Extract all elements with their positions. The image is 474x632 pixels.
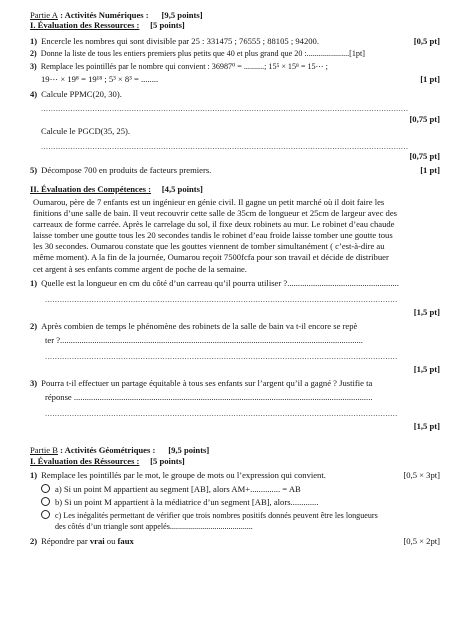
question-2 — [30, 49, 440, 59]
section-2-heading — [30, 184, 440, 194]
question-1-points: [0,5 pt] — [413, 35, 440, 46]
competence-question-2-text-2: ter ?............................................................................................................................................. — [45, 334, 363, 345]
competence-question-3-number: 3) — [30, 378, 38, 389]
competence-question-3-answer-line[interactable]: ................................................................................................................................................ — [45, 408, 398, 419]
section-2-points: [4,5 points] — [161, 184, 203, 195]
competence-question-1-text: Quelle est la longueur en cm du côté d’un carreau qu’il pourra utiliser ?.................................................... — [41, 277, 399, 288]
competence-question-1 — [30, 278, 440, 288]
story-line: carreaux de forme carrée. Après le carrelage du sol, il fixe deux robinets au mur. Le robinet d’eau chaude — [33, 218, 395, 229]
competence-question-3-text: Pourra t-il effectuer un partage équitable à tous ses enfants sur l’argent qu’il a gagné ? Justifie ta — [41, 378, 373, 389]
geometry-question-2-number: 2) — [30, 536, 38, 547]
geometry-question-2-vrai: vrai — [89, 536, 105, 547]
competence-question-2-points: [1,5 pt] — [413, 363, 440, 374]
competence-question-2-number: 2) — [30, 321, 38, 332]
geometry-question-2-text-a: Répondre par — [41, 536, 90, 547]
geometry-item-c — [30, 510, 440, 521]
story-line: cet argent à ses enfants comme argent de poche de la semaine. — [33, 263, 247, 274]
part-a-label: Partie A — [30, 10, 58, 20]
question-2-number: 2) — [30, 49, 37, 59]
geometry-question-2-text-b: ou — [104, 536, 118, 547]
competence-question-3 — [30, 378, 440, 388]
geometry-item-a — [30, 484, 440, 494]
item-b-bullet-icon — [41, 497, 50, 506]
question-3-line-2 — [30, 74, 440, 84]
question-4-text-2: Calcule le PGCD(35, 25). — [41, 126, 131, 137]
question-1 — [30, 36, 440, 46]
part-b-points: [9,5 points] — [168, 445, 210, 456]
geometry-question-2 — [30, 536, 440, 546]
question-5 — [30, 165, 440, 175]
competence-question-1-points: [1,5 pt] — [413, 306, 440, 317]
part-b-label: Partie B — [30, 445, 58, 456]
question-5-text: Décompose 700 en produits de facteurs premiers. — [41, 164, 212, 175]
question-4-answer-line-2[interactable]: ...................................................................................................................................................... — [41, 140, 409, 151]
geometry-item-c-text-2: des côtés d’un triangle sont appelés......................................... — [55, 522, 253, 532]
competence-question-1-answer-line[interactable]: ................................................................................................................................................ — [45, 294, 398, 305]
item-c-bullet-icon — [41, 510, 50, 519]
story-line: même moment). A la fin de la journée, Oumarou reçoit 7500fcfa pour son travail et décide de distribuer — [33, 252, 389, 263]
question-3-points: [1 pt] — [420, 74, 440, 85]
geometry-question-1-number: 1) — [30, 470, 38, 481]
geometry-question-1 — [30, 470, 440, 480]
competence-question-3-text-2: réponse ........................................................................................................................................... — [45, 391, 373, 402]
geometry-question-1-points: [0,5 × 3pt] — [403, 470, 440, 481]
story-line: Oumarou, père de 7 enfants est un ingénieur en génie civil. Il gagne un petit marché où il doit faire les — [33, 196, 385, 207]
geometry-question-2-points: [0,5 × 2pt] — [403, 536, 440, 547]
problem-statement — [30, 197, 440, 275]
question-5-number: 5) — [30, 164, 38, 175]
story-line: finitions d’une salle de bain. Il veut recouvrir cette salle de 35cm de longueur et 25cm de largeur avec des — [33, 207, 397, 218]
question-3-text: Remplace les pointillés par le nombre qui convient : 36987⁰ = ..........; 15⁵ × 15⁸ = 15⋯ ; — [40, 62, 328, 72]
geometry-item-b-text: b) Si un point M appartient à la médiatrice d’un segment [AB], alors............. — [55, 497, 319, 507]
question-3-number: 3) — [30, 62, 37, 72]
competence-question-2-answer-line[interactable]: ................................................................................................................................................ — [45, 351, 398, 362]
section-3-heading — [30, 456, 440, 466]
part-b-heading — [30, 445, 440, 455]
competence-question-2-text: Après combien de temps le phénomène des robinets de la salle de bain va t-il encore se repè — [41, 321, 358, 332]
competence-question-1-number: 1) — [30, 277, 38, 288]
question-4-answer-line-1[interactable]: ...................................................................................................................................................... — [41, 103, 409, 114]
question-4-points-2: [0,75 pt] — [409, 151, 440, 162]
question-4 — [30, 89, 440, 99]
competence-question-2 — [30, 321, 440, 331]
section-2-title: II. Évaluation des Compétences : — [30, 184, 152, 195]
story-line: les 30 secondes. Oumarou constate que les gouttes viennent de tomber simultanément ( c’est-à-dire au — [33, 241, 385, 252]
story-line: laisse tomber une goutte tous les 20 secondes tandis le robinet d’eau froide laisse tomber une goutte tous — [33, 230, 393, 241]
question-4-number: 4) — [30, 88, 38, 99]
geometry-item-b — [30, 497, 440, 507]
question-2-text: Donne la liste de tous les entiers premiers plus petits que 40 et plus grand que 20 :.....................[1pt] — [40, 49, 365, 59]
question-4-points-1: [0,75 pt] — [409, 113, 440, 124]
section-3-points: [5 points] — [150, 455, 185, 466]
part-a-points: [9,5 points] — [161, 10, 203, 20]
question-4-text: Calcule PPMC(20, 30). — [41, 88, 122, 99]
question-1-text: Encercle les nombres qui sont divisible par 25 : 331475 ; 76555 ; 88105 ; 94200. — [41, 35, 320, 46]
question-3 — [30, 62, 440, 72]
section-1-title: I. Évaluation des Ressources : — [30, 20, 140, 31]
competence-question-3-points: [1,5 pt] — [413, 420, 440, 431]
section-3-title: I. Évaluation des Réssources : — [30, 455, 140, 466]
geometry-item-a-text: a) Si un point M appartient au segment [AB], alors AM+.............. = AB — [55, 483, 301, 494]
question-3-text-2: 19⋯ × 19⁸ = 19¹⁸ ; 5³ × 8³ = ........ — [41, 74, 159, 85]
geometry-question-1-text: Remplace les pointillés par le mot, le groupe de mots ou l’expression qui convient. — [41, 470, 326, 481]
question-5-points: [1 pt] — [420, 164, 440, 175]
geometry-item-c-text: c) Les inégalités permettant de vérifier que trois nombres positifs donnés peuvent être les longueurs — [55, 511, 378, 521]
question-1-number: 1) — [30, 35, 38, 46]
section-1-points: [5 points] — [150, 20, 185, 31]
section-1-heading — [30, 20, 440, 30]
part-a-heading — [30, 10, 440, 20]
part-b-title: : Activités Géométriques : — [57, 445, 156, 456]
geometry-question-2-faux: faux — [117, 536, 134, 547]
item-a-bullet-icon — [41, 484, 50, 493]
part-a-title: : Activités Numériques : — [57, 10, 149, 20]
